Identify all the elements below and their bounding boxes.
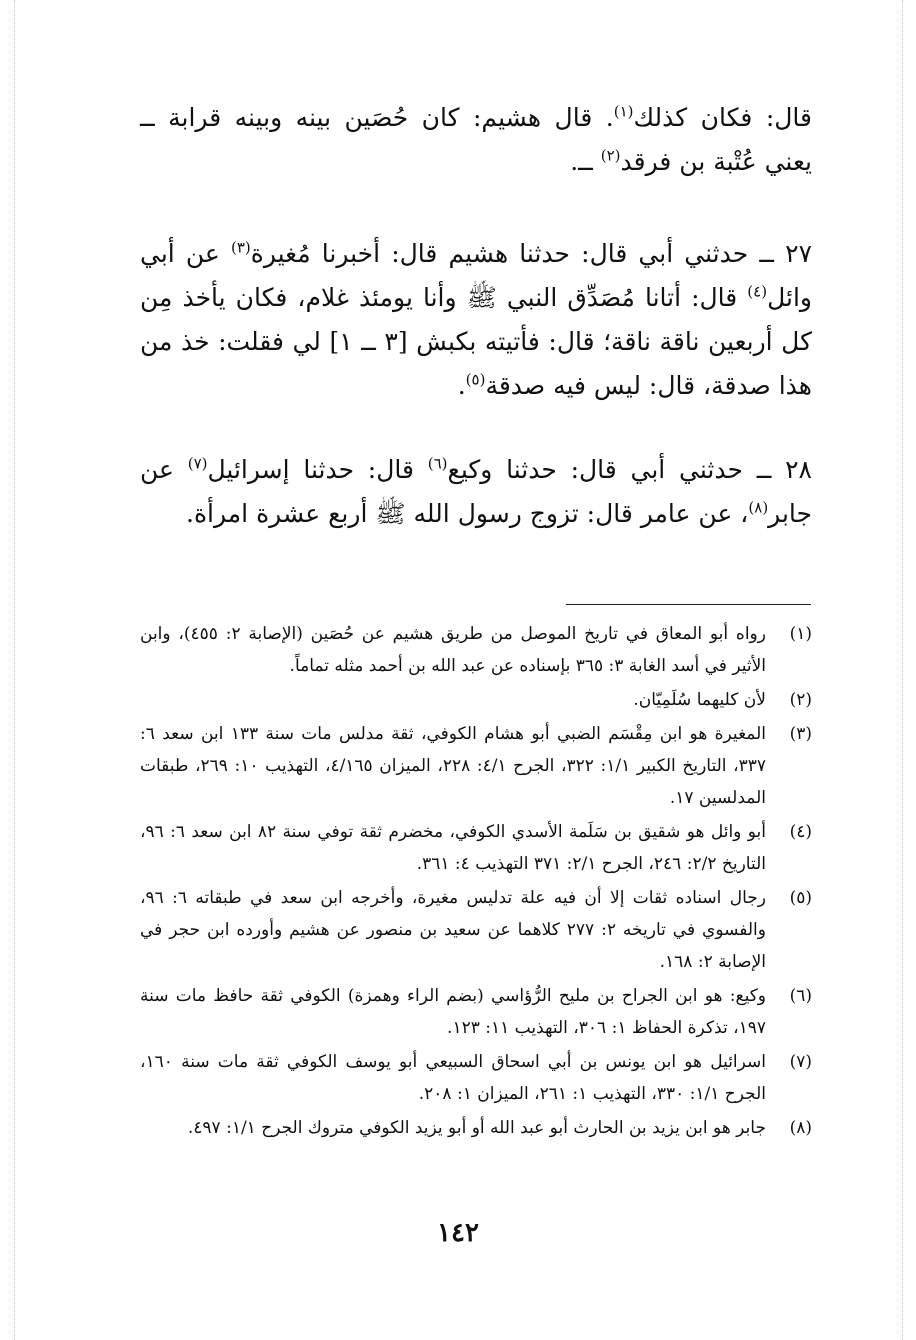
footnote-reference: (١) bbox=[613, 102, 634, 121]
footnote-reference: (٥) bbox=[465, 370, 486, 389]
footnote-number: (٤) bbox=[789, 822, 812, 842]
footnote-text: رجال اسناده ثقات إلا أن فيه علة تدليس مغيرة، وأخرجه ابن سعد في طبقاته ٦: ٩٦، والفسوي في تاريخه ٢: ٢٧٧ كلاهما عن سعيد بن منصور عن هشيم وأورده ابن حجر في الإصابة ٢: ١٦٨. bbox=[140, 888, 766, 972]
footnote bbox=[140, 684, 812, 716]
footnote-text: وكيع: هو ابن الجراح بن مليح الرُّؤاسي (بضم الراء وهمزة) الكوفي ثقة حافظ مات سنة ١٩٧، تذكرة الحفاظ ١: ٣٠٦، التهذيب ١١: ١٢٣. bbox=[140, 986, 766, 1038]
footnote-text: اسرائيل هو ابن يونس بن أبي اسحاق السبيعي أبو يوسف الكوفي ثقة مات سنة ١٦٠، الجرح ١/١: ٣٣٠، التهذيب ١: ٢٦١، الميزان ١: ٢٠٨. bbox=[140, 1052, 766, 1104]
text-segment: قال: حدثنا إسرائيل bbox=[207, 455, 428, 484]
page-number: ١٤٢ bbox=[437, 1218, 479, 1248]
footnote-number: (٦) bbox=[789, 986, 812, 1006]
footnote-text: رواه أبو المعاق في تاريخ الموصل من طريق هشيم عن حُصَين (الإصابة ٢: ٤٥٥)، وابن الأثير في أسد الغابة ٣: ٣٦٥ بإسناده عن عبد الله بن أحمد مثله تماماً. bbox=[140, 624, 766, 676]
footnote bbox=[140, 882, 812, 978]
text-segment: ٢٧ ــ حدثني أبي قال: حدثنا هشيم قال: أخبرنا مُغيرة bbox=[250, 239, 812, 268]
footnote-number: (١) bbox=[789, 624, 812, 644]
text-segment: . قال هشيم: كان حُصَين بينه وبينه قرابة ــ يعني عُتْبة بن فرقد bbox=[140, 103, 812, 176]
footnote bbox=[140, 816, 812, 880]
footnote-text: أبو وائل هو شقيق بن سَلَمة الأسدي الكوفي، مخضرم ثقة توفي سنة ٨٢ ابن سعد ٦: ٩٦، التاريخ ٢/٢: ٢٤٦، الجرح ٢/١: ٣٧١ التهذيب ٤: ٣٦١. bbox=[140, 822, 766, 874]
footnote-reference: (٦) bbox=[427, 454, 448, 473]
text-segment: عن جابر bbox=[140, 455, 812, 528]
footnote-reference: (٧) bbox=[187, 454, 208, 473]
main-text bbox=[140, 96, 812, 576]
footnote-number: (٧) bbox=[789, 1052, 812, 1072]
paragraph bbox=[140, 96, 812, 184]
text-segment: ، عن عامر قال: تزوج رسول الله ﷺ أربع عشرة امرأة. bbox=[186, 499, 749, 528]
footnote-reference: (٣) bbox=[230, 238, 251, 257]
footnote-reference: (٢) bbox=[600, 146, 621, 165]
footnote-number: (٨) bbox=[789, 1118, 812, 1138]
footnote-reference: (٨) bbox=[748, 498, 769, 517]
footnote bbox=[140, 980, 812, 1044]
text-segment: عن أبي وائل bbox=[140, 239, 812, 312]
footnote bbox=[140, 718, 812, 814]
footnotes bbox=[140, 618, 812, 1146]
footnote bbox=[140, 1112, 812, 1144]
footnote-number: (٣) bbox=[789, 724, 812, 744]
paragraph bbox=[140, 448, 812, 536]
footnote-number: (٢) bbox=[789, 690, 812, 710]
text-segment: ــ. bbox=[570, 147, 601, 176]
footnote-text: جابر هو ابن يزيد بن الحارث أبو عبد الله أو أبو يزيد الكوفي متروك الجرح ١/١: ٤٩٧. bbox=[187, 1118, 766, 1138]
footnote-separator bbox=[566, 604, 811, 605]
footnote-text: المغيرة هو ابن مِقْسَم الضبي أبو هشام الكوفي، ثقة مدلس مات سنة ١٣٣ ابن سعد ٦: ٣٣٧، التاريخ الكبير ١/١: ٣٢٢، الجرح ٤/١: ٢٢٨، الميزان ٤/١٦٥، التهذيب ١٠: ٢٦٩، طبقات المدلسين ١٧. bbox=[140, 724, 766, 808]
right-margin-dots bbox=[902, 0, 903, 1340]
text-segment: ٢٨ ــ حدثني أبي قال: حدثنا وكيع bbox=[447, 455, 812, 484]
footnote-reference: (٤) bbox=[747, 282, 768, 301]
text-segment: قال: فكان كذلك bbox=[633, 103, 812, 132]
text-segment: . bbox=[457, 371, 466, 400]
footnote bbox=[140, 1046, 812, 1110]
footnote-number: (٥) bbox=[789, 888, 812, 908]
paragraph bbox=[140, 232, 812, 408]
footnote bbox=[140, 618, 812, 682]
left-margin-dots bbox=[14, 0, 15, 1340]
footnote-text: لأن كليهما سُلَمِيّان. bbox=[633, 690, 766, 710]
text-segment: قال: أتانا مُصَدِّق النبي ﷺ وأنا يومئذ غلام، فكان يأخذ مِن كل أربعين ناقة ناقة؛ قال: فأتيته بكبش [٣ ــ ١] لي فقلت: خذ من هذا صدقة، قال: ليس فيه صدقة bbox=[140, 283, 812, 400]
